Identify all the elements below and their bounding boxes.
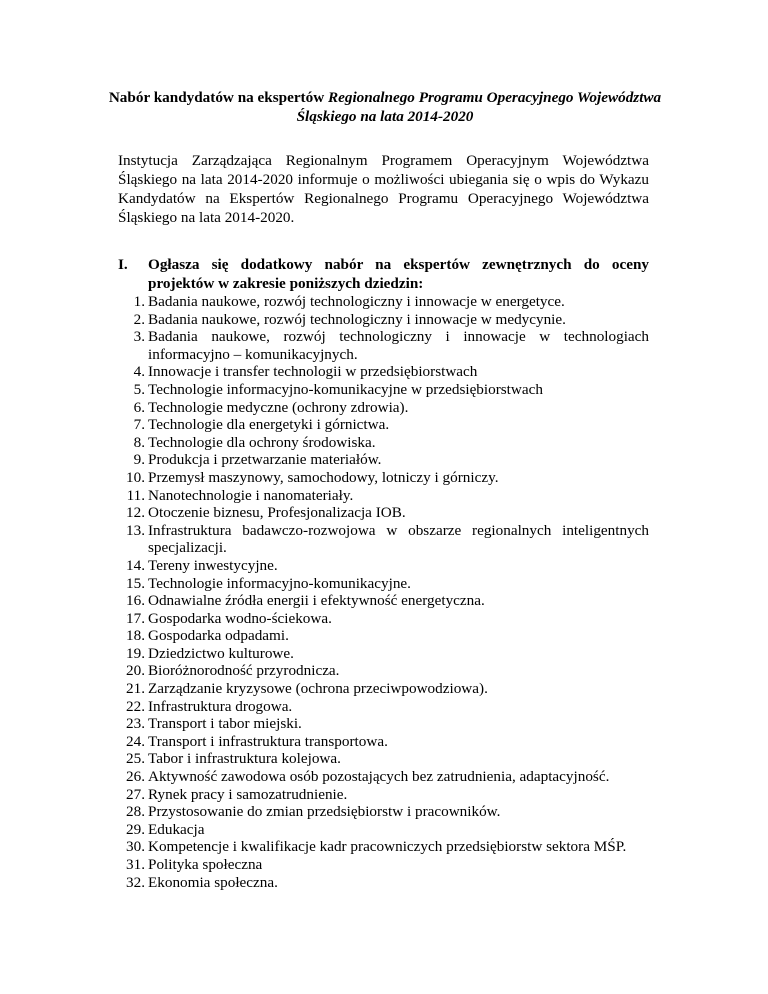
list-item-number: 30. [126, 838, 145, 856]
list-item-number: 28. [126, 803, 145, 821]
list-item [118, 786, 649, 804]
list-item [118, 856, 649, 874]
list-item-text: Tereny inwestycyjne. [148, 556, 278, 574]
list-item [118, 874, 649, 892]
section-i [118, 255, 649, 891]
list-item-text: Transport i tabor miejski. [148, 715, 302, 733]
list-item-text: Infrastruktura badawczo-rozwojowa w obszarze regionalnych inteligentnych specjalizacji. [148, 521, 649, 557]
list-item-text: Odnawialne źródła energii i efektywność energetyczna. [148, 592, 485, 610]
list-item-number: 17. [126, 609, 145, 627]
list-item [118, 451, 649, 469]
list-item-text: Badania naukowe, rozwój technologiczny i innowacje w medycynie. [148, 310, 566, 328]
list-item-number: 15. [126, 574, 145, 592]
list-item [118, 715, 649, 733]
list-item-number: 21. [126, 680, 145, 698]
list-item [118, 434, 649, 452]
list-item [118, 680, 649, 698]
list-item [118, 575, 649, 593]
list-item-number: 1. [133, 293, 145, 310]
list-item-number: 14. [126, 556, 145, 574]
list-item-text: Technologie informacyjno-komunikacyjne w przedsiębiorstwach [148, 380, 543, 398]
list-item-text: Dziedzictwo kulturowe. [148, 644, 294, 662]
list-item-text: Nanotechnologie i nanomateriały. [148, 486, 354, 504]
list-item [118, 750, 649, 768]
list-item-text: Infrastruktura drogowa. [148, 697, 293, 715]
list-item-text: Tabor i infrastruktura kolejowa. [148, 750, 341, 768]
list-item [118, 487, 649, 505]
domain-list [118, 293, 649, 891]
list-item-text: Otoczenie biznesu, Profesjonalizacja IOB. [148, 504, 406, 522]
list-item [118, 733, 649, 751]
list-item-number: 8. [133, 433, 145, 451]
list-item-number: 9. [133, 451, 145, 469]
list-item-number: 3. [133, 328, 145, 346]
list-item [118, 803, 649, 821]
list-item [118, 768, 649, 786]
list-item-text: Transport i infrastruktura transportowa. [148, 732, 388, 750]
list-item-number: 5. [133, 380, 145, 398]
list-item-text: Kompetencje i kwalifikacje kadr pracowniczych przedsiębiorstw sektora MŚP. [148, 838, 627, 856]
list-item-text: Badania naukowe, rozwój technologiczny i innowacje w technologiach informacyjno – komunikacyjnych. [148, 328, 649, 363]
list-item [118, 662, 649, 680]
list-item-text: Badania naukowe, rozwój technologiczny i innowacje w energetyce. [148, 293, 565, 310]
list-item-number: 26. [126, 768, 145, 786]
list-item-number: 18. [126, 627, 145, 645]
list-item-text: Technologie informacyjno-komunikacyjne. [148, 574, 411, 592]
title-italic: Regionalnego Programu Operacyjnego Województwa Śląskiego na lata 2014-2020 [296, 89, 662, 125]
section-numeral: I. [118, 256, 128, 273]
list-item-number: 31. [126, 856, 145, 873]
list-item [118, 838, 649, 856]
list-item-text: Innowacje i transfer technologii w przedsiębiorstwach [148, 363, 478, 381]
list-item [118, 522, 649, 557]
list-item [118, 416, 649, 434]
list-item-number: 4. [133, 363, 145, 381]
list-item [118, 557, 649, 575]
list-item [118, 363, 649, 381]
list-item [118, 627, 649, 645]
list-item [118, 645, 649, 663]
list-item-text: Gospodarka odpadami. [148, 627, 289, 645]
list-item-number: 10. [126, 468, 145, 486]
list-item-number: 16. [126, 592, 145, 610]
list-item-number: 23. [126, 715, 145, 733]
list-item [118, 698, 649, 716]
list-item-number: 12. [126, 504, 145, 522]
list-item-text: Technologie dla energetyki i górnictwa. [148, 416, 390, 434]
section-heading: Ogłasza się dodatkowy nabór na ekspertów zewnętrznych do oceny projektów w zakresie poniższych dziedzin: [148, 256, 649, 292]
list-item-text: Ekonomia społeczna. [148, 873, 278, 891]
list-item-text: Zarządzanie kryzysowe (ochrona przeciwpowodziowa). [148, 680, 488, 698]
list-item-number: 13. [126, 521, 145, 539]
list-item-text: Polityka społeczna [148, 856, 263, 873]
list-item-number: 6. [133, 398, 145, 416]
list-item-text: Gospodarka wodno-ściekowa. [148, 609, 332, 627]
list-item-number: 2. [133, 310, 145, 328]
list-item-number: 11. [126, 486, 145, 504]
list-item-text: Przemysł maszynowy, samochodowy, lotniczy i górniczy. [148, 468, 499, 486]
list-item [118, 381, 649, 399]
title-normal: Nabór kandydatów na ekspertów [108, 89, 328, 106]
list-item-text: Przystosowanie do zmian przedsiębiorstw i pracowników. [148, 803, 501, 821]
list-item-text: Rynek pracy i samozatrudnienie. [148, 785, 348, 803]
list-item-number: 22. [126, 697, 145, 715]
list-item-text: Technologie medyczne (ochrony zdrowia). [148, 398, 409, 416]
list-item-number: 25. [126, 750, 145, 768]
list-item-text: Technologie dla ochrony środowiska. [148, 433, 376, 451]
list-item-number: 19. [126, 644, 145, 662]
list-item-number: 24. [126, 732, 145, 750]
list-item-number: 32. [126, 873, 145, 891]
list-item-text: Produkcja i przetwarzanie materiałów. [148, 451, 382, 469]
list-item-text: Edukacja [148, 820, 205, 838]
list-item-number: 7. [133, 416, 145, 434]
list-item [118, 469, 649, 487]
document-title [90, 88, 680, 126]
list-item [118, 328, 649, 363]
intro-paragraph: Instytucja Zarządzająca Regionalnym Programem Operacyjnym Województwa Śląskiego na lata 2014-2020 informuje o możliwości ubiegania się o wpis do Wykazu Kandydatów na Ekspertów Regionalnego Programu Operacyjnego Województwa Śląskiego na lata 2014-2020. [118, 152, 649, 226]
list-item [118, 504, 649, 522]
list-item-number: 20. [126, 662, 145, 680]
list-item [118, 592, 649, 610]
list-item [118, 293, 649, 311]
list-item-text: Aktywność zawodowa osób pozostających bez zatrudnienia, adaptacyjność. [148, 768, 610, 786]
list-item-number: 27. [126, 785, 145, 803]
list-item-number: 29. [126, 820, 145, 838]
list-item [118, 821, 649, 839]
list-item [118, 610, 649, 628]
list-item [118, 399, 649, 417]
list-item [118, 311, 649, 329]
list-item-text: Bioróżnorodność przyrodnicza. [148, 662, 340, 680]
